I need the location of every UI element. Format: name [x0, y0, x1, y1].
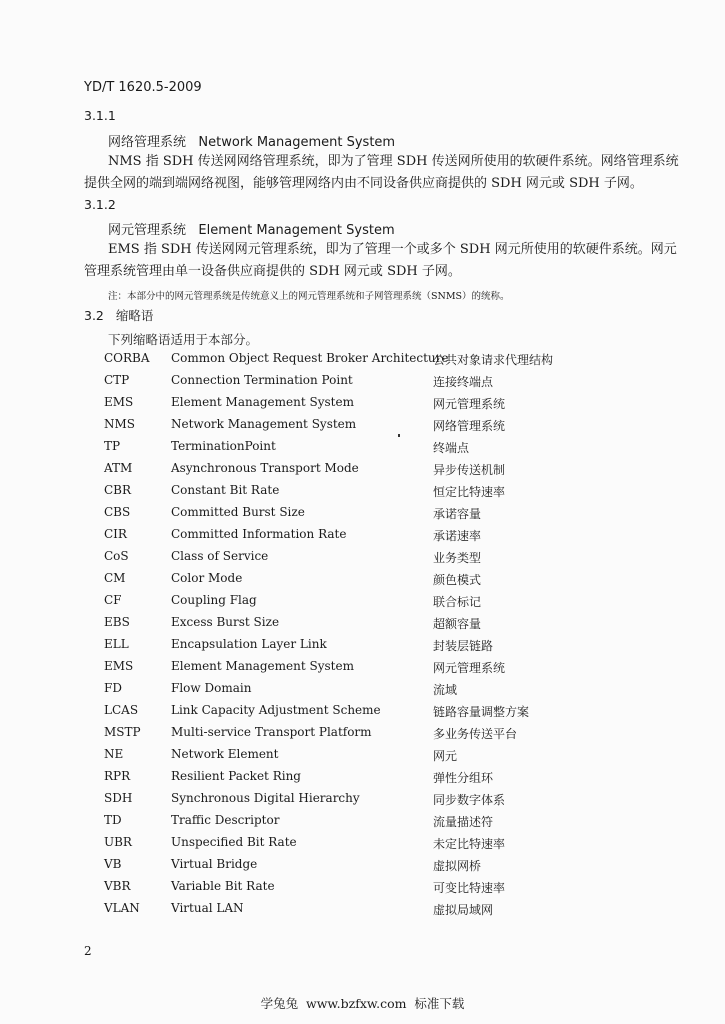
abbr-english: Connection Termination Point [171, 373, 353, 387]
term-heading-ems [108, 219, 395, 238]
section-number-3-1-1: 3.1.1 [84, 108, 116, 123]
abbr: VLAN [104, 901, 140, 915]
abbr: ELL [104, 637, 129, 651]
abbr-row [104, 725, 624, 747]
note: 注：本部分中的网元管理系统是传统意义上的网元管理系统和子网管理系统（SNMS）的统称。 [108, 291, 510, 302]
abbr-row [104, 857, 624, 879]
abbr-english: Class of Service [171, 549, 269, 563]
term-en: Element Management System [198, 223, 395, 238]
abbr-english: TerminationPoint [171, 439, 276, 453]
abbr-english: Network Element [171, 747, 279, 761]
term-heading-nms [108, 131, 395, 150]
abbr-chinese: 网络管理系统 [433, 419, 506, 433]
abbr-chinese: 网元管理系统 [433, 397, 506, 411]
abbr-row [104, 813, 624, 835]
abbr-english: Virtual LAN [171, 901, 244, 915]
abbr-chinese: 同步数字体系 [433, 793, 506, 807]
abbr-row [104, 747, 624, 769]
abbr-row [104, 615, 624, 637]
abbr: CF [104, 593, 122, 607]
section-number: 3.2 [84, 308, 104, 323]
abbr-row [104, 461, 624, 483]
abbr-row [104, 703, 624, 725]
abbr-chinese: 封装层链路 [433, 639, 494, 653]
abbr-row [104, 593, 624, 615]
abbr: UBR [104, 835, 132, 849]
abbr-english: Unspecified Bit Rate [171, 835, 297, 849]
abbr-chinese: 恒定比特速率 [433, 485, 506, 499]
abbr: CBR [104, 483, 132, 497]
term-zh: 网元管理系统 [108, 223, 187, 238]
abbr-chinese: 承诺速率 [433, 529, 482, 543]
abbr-row [104, 769, 624, 791]
term-zh: 网络管理系统 [108, 135, 187, 150]
abbr: EBS [104, 615, 130, 629]
abbr-chinese: 超额容量 [433, 617, 482, 631]
abbr-chinese: 流域 [433, 683, 458, 697]
abbr-english: Element Management System [171, 659, 354, 673]
section-number-3-1-2: 3.1.2 [84, 197, 116, 212]
abbr-chinese: 业务类型 [433, 551, 482, 565]
abbr-english: Committed Burst Size [171, 505, 305, 519]
definition-text: NMS 指 SDH 传送网网络管理系统，即为了管理 SDH 传送网所使用的软硬件系统。网络管理系统提供全网的端到端网络视图，能够管理网络内由不同设备供应商提供的 SDH 网元或 SDH 子网。 [84, 154, 679, 191]
abbr-chinese: 网元 [433, 749, 458, 763]
abbr-english: Coupling Flag [171, 593, 257, 607]
abbr-row [104, 835, 624, 857]
abbr-english: Constant Bit Rate [171, 483, 280, 497]
abbr-chinese: 弹性分组环 [433, 771, 494, 785]
abbr-row [104, 659, 624, 681]
abbr-row [104, 791, 624, 813]
abbr: CTP [104, 373, 130, 387]
abbr: CM [104, 571, 126, 585]
abbr-english: Variable Bit Rate [171, 879, 275, 893]
abbr-chinese: 连接终端点 [433, 375, 494, 389]
abbr-english: Color Mode [171, 571, 243, 585]
abbr-row [104, 879, 624, 901]
abbr-chinese: 虚拟局域网 [433, 903, 494, 917]
abbr: TD [104, 813, 122, 827]
term-en: Network Management System [198, 135, 396, 150]
abbr: MSTP [104, 725, 141, 739]
abbr-english: Resilient Packet Ring [171, 769, 301, 783]
abbr: CoS [104, 549, 129, 563]
abbr-chinese: 可变比特速率 [433, 881, 506, 895]
abbr-english: Link Capacity Adjustment Scheme [171, 703, 381, 717]
abbr-row [104, 351, 624, 373]
abbr-chinese: 终端点 [433, 441, 470, 455]
scan-speck [398, 434, 400, 437]
abbr-english: Excess Burst Size [171, 615, 280, 629]
abbr-row [104, 681, 624, 703]
abbr-row [104, 505, 624, 527]
abbr-chinese: 公共对象请求代理结构 [433, 353, 554, 367]
abbr-row [104, 901, 624, 923]
abbr: SDH [104, 791, 133, 805]
footer-watermark: 学兔兔 www.bzfxw.com 标准下载 [260, 996, 465, 1011]
abbr-chinese: 链路容量调整方案 [433, 705, 530, 719]
standard-id: YD/T 1620.5-2009 [84, 80, 202, 95]
abbr-english: Element Management System [171, 395, 354, 409]
abbr: FD [104, 681, 122, 695]
abbr-english: Virtual Bridge [171, 857, 258, 871]
abbr-row [104, 571, 624, 593]
abbr-english: Network Management System [171, 417, 357, 431]
section-heading-3-2 [84, 306, 153, 324]
abbreviations-intro: 下列缩略语适用于本部分。 [108, 332, 259, 347]
abbr: RPR [104, 769, 131, 783]
abbr-row [104, 637, 624, 659]
abbr-english: Multi-service Transport Platform [171, 725, 372, 739]
abbr: VBR [104, 879, 131, 893]
abbr-english: Committed Information Rate [171, 527, 347, 541]
abbr-row [104, 549, 624, 571]
abbr: CORBA [104, 351, 150, 365]
abbr-chinese: 多业务传送平台 [433, 727, 518, 741]
abbr-row [104, 483, 624, 505]
abbr-row [104, 373, 624, 395]
definition-nms [84, 151, 684, 195]
abbr: NE [104, 747, 124, 761]
abbr: NMS [104, 417, 136, 431]
section-title: 缩略语 [115, 308, 154, 323]
abbr: EMS [104, 395, 134, 409]
abbr-chinese: 网元管理系统 [433, 661, 506, 675]
abbr-chinese: 虚拟网桥 [433, 859, 482, 873]
abbr-chinese: 颜色模式 [433, 573, 482, 587]
abbr-english: Synchronous Digital Hierarchy [171, 791, 360, 805]
abbr: CBS [104, 505, 131, 519]
abbr-english: Flow Domain [171, 681, 252, 695]
abbr-chinese: 联合标记 [433, 595, 482, 609]
definition-text: EMS 指 SDH 传送网网元管理系统，即为了管理一个或多个 SDH 网元所使用的软硬件系统。网元管理系统管理由单一设备供应商提供的 SDH 网元或 SDH 子网。 [84, 242, 677, 279]
abbr: CIR [104, 527, 127, 541]
abbr: TP [104, 439, 121, 453]
page-number: 2 [84, 944, 92, 958]
abbr-chinese: 未定比特速率 [433, 837, 506, 851]
abbr: LCAS [104, 703, 139, 717]
abbr-row [104, 395, 624, 417]
abbr-row [104, 439, 624, 461]
abbr: VB [104, 857, 122, 871]
abbr-chinese: 承诺容量 [433, 507, 482, 521]
abbr: EMS [104, 659, 134, 673]
abbr-english: Traffic Descriptor [171, 813, 280, 827]
abbr-chinese: 流量描述符 [433, 815, 494, 829]
abbr-row [104, 527, 624, 549]
abbr-english: Encapsulation Layer Link [171, 637, 327, 651]
definition-ems [84, 239, 684, 283]
abbr-row [104, 417, 624, 439]
abbr-chinese: 异步传送机制 [433, 463, 506, 477]
abbr: ATM [104, 461, 133, 475]
abbr-english: Common Object Request Broker Architecture [171, 351, 449, 365]
abbr-english: Asynchronous Transport Mode [171, 461, 359, 475]
